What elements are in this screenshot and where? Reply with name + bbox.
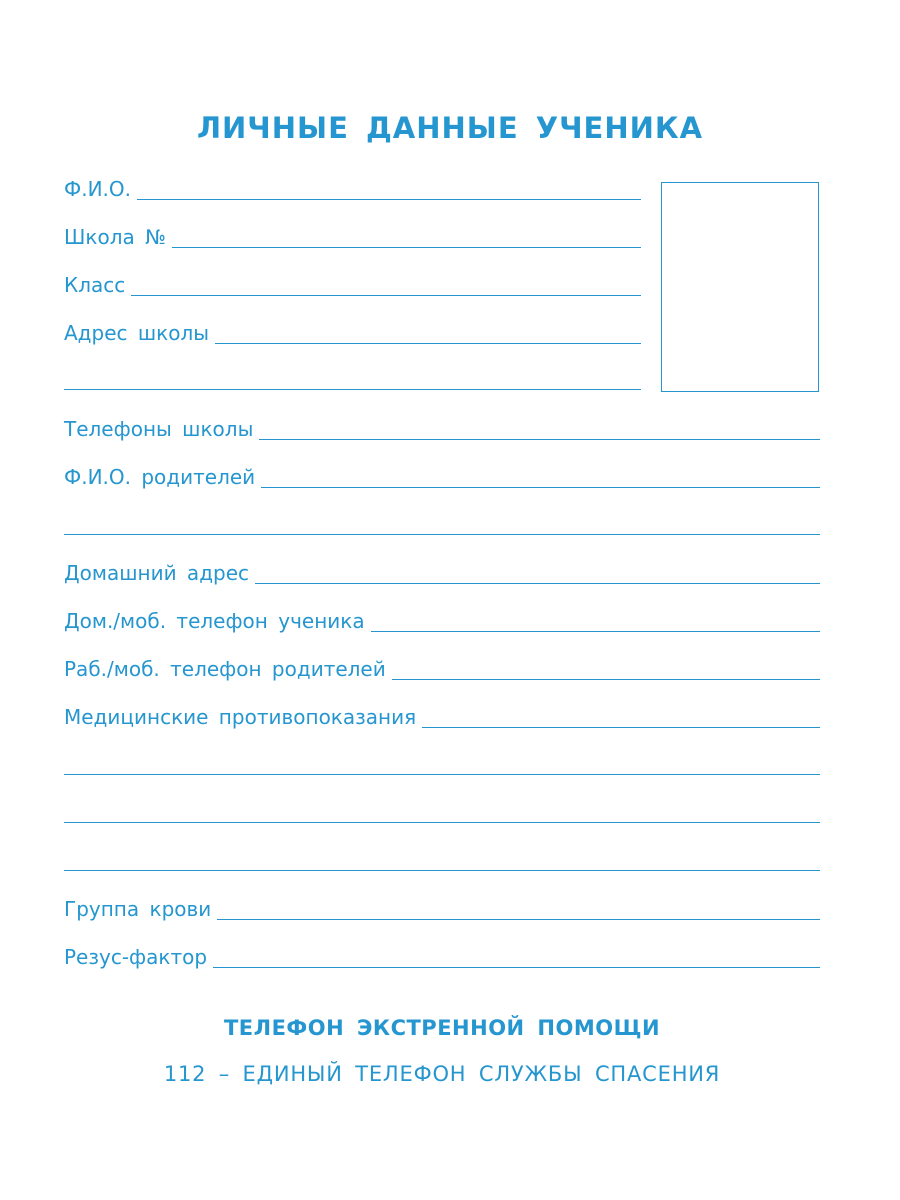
medical-field[interactable] xyxy=(422,701,820,725)
school-address-row xyxy=(64,316,641,346)
parents-fio-line xyxy=(261,487,820,488)
blood-group-line xyxy=(217,919,820,920)
fio-line xyxy=(137,199,641,200)
parents-fio-row xyxy=(64,460,820,490)
emergency-number: 112 – ЕДИНЫЙ ТЕЛЕФОН СЛУЖБЫ СПАСЕНИЯ xyxy=(163,1062,721,1086)
medical-line-2 xyxy=(64,774,820,775)
medical-line-3 xyxy=(64,822,820,823)
class-row xyxy=(64,268,641,298)
school-no-field[interactable] xyxy=(172,221,641,245)
rh-factor-field[interactable] xyxy=(213,941,820,965)
home-address-row xyxy=(64,556,820,586)
school-phones-label: Телефоны школы xyxy=(64,417,254,441)
parents-phone-line xyxy=(392,679,820,680)
rh-factor-row xyxy=(64,940,820,970)
student-phone-label: Дом./моб. телефон ученика xyxy=(64,609,365,633)
school-no-label: Школа № xyxy=(64,225,166,249)
medical-field-4[interactable] xyxy=(64,844,820,868)
parents-fio-field[interactable] xyxy=(261,461,820,485)
parents-fio-line-2 xyxy=(64,534,820,535)
medical-label: Медицинские противопоказания xyxy=(64,705,417,729)
school-address-line-2 xyxy=(64,389,641,390)
emergency-title: ТЕЛЕФОН ЭКСТРЕННОЙ ПОМОЩИ xyxy=(223,1016,661,1040)
blood-group-label: Группа крови xyxy=(64,897,212,921)
parents-fio-label: Ф.И.О. родителей xyxy=(64,465,256,489)
student-phone-field[interactable] xyxy=(371,605,820,629)
parents-fio-field-2[interactable] xyxy=(64,508,820,532)
class-field[interactable] xyxy=(131,269,641,293)
medical-line-4 xyxy=(64,870,820,871)
school-phones-field[interactable] xyxy=(259,413,820,437)
photo-box xyxy=(661,182,819,392)
class-line xyxy=(131,295,641,296)
fio-label: Ф.И.О. xyxy=(64,177,131,201)
blood-group-row xyxy=(64,892,820,922)
fio-row xyxy=(64,172,641,202)
rh-factor-label: Резус-фактор xyxy=(64,945,208,969)
fio-field[interactable] xyxy=(137,173,641,197)
school-address-field-2[interactable] xyxy=(64,363,641,387)
home-address-label: Домашний адрес xyxy=(64,561,250,585)
school-address-line xyxy=(215,343,641,344)
school-address-field[interactable] xyxy=(215,317,641,341)
medical-field-2[interactable] xyxy=(64,748,820,772)
parents-phone-label: Раб./моб. телефон родителей xyxy=(64,657,386,681)
medical-row xyxy=(64,700,820,730)
medical-field-3[interactable] xyxy=(64,796,820,820)
student-phone-row xyxy=(64,604,820,634)
student-phone-line xyxy=(371,631,820,632)
school-phones-row xyxy=(64,412,820,442)
blood-group-field[interactable] xyxy=(217,893,820,917)
school-no-row xyxy=(64,220,641,250)
school-no-line xyxy=(172,247,641,248)
home-address-line xyxy=(255,583,820,584)
school-phones-line xyxy=(259,439,820,440)
parents-phone-field[interactable] xyxy=(392,653,820,677)
parents-phone-row xyxy=(64,652,820,682)
rh-factor-line xyxy=(213,967,820,968)
page-title: ЛИЧНЫЕ ДАННЫЕ УЧЕНИКА xyxy=(196,111,704,145)
class-label: Класс xyxy=(64,273,126,297)
home-address-field[interactable] xyxy=(255,557,820,581)
school-address-label: Адрес школы xyxy=(64,321,210,345)
medical-line xyxy=(422,727,820,728)
